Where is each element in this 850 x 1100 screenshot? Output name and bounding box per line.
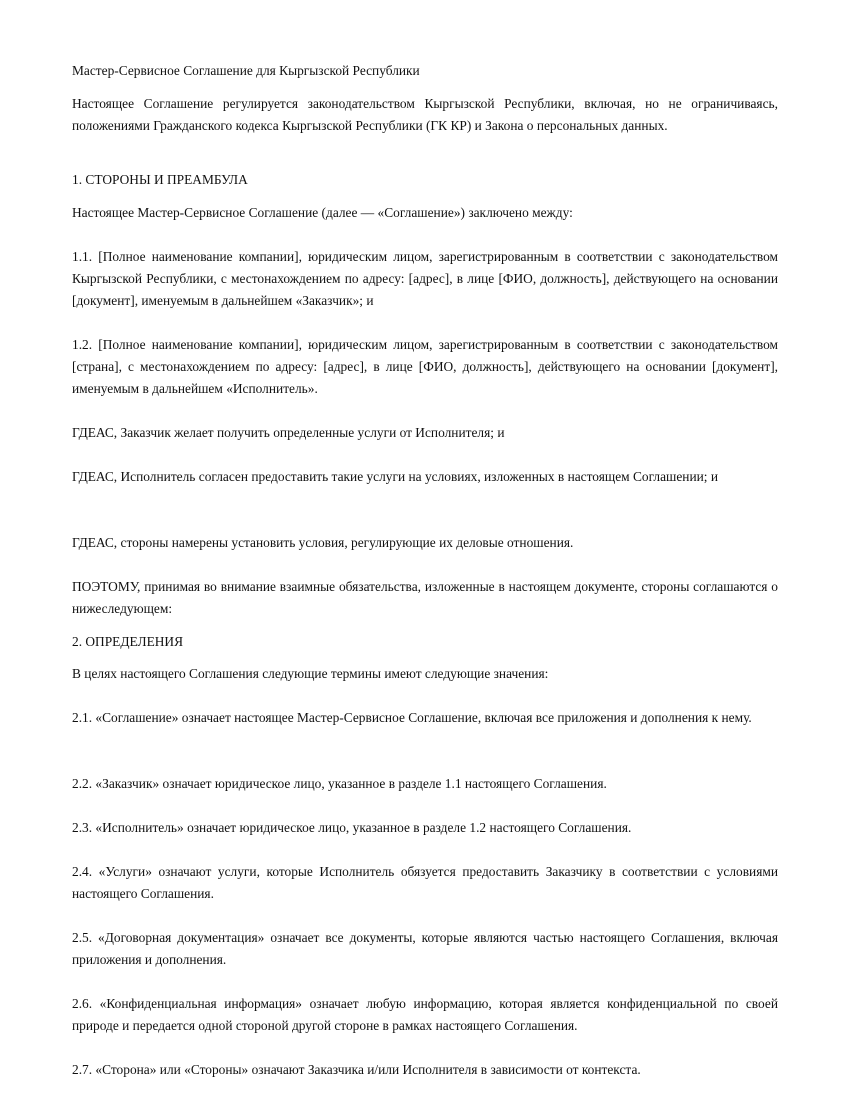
therefore-paragraph: ПОЭТОМУ, принимая во внимание взаимные обязательства, изложенные в настоящем документе, стороны соглашаются о нижеследующем: <box>72 579 778 616</box>
definition-2-1: 2.1. «Соглашение» означает настоящее Мастер-Сервисное Соглашение, включая все приложения и дополнения к нему. <box>72 710 752 725</box>
definition-2-4: 2.4. «Услуги» означают услуги, которые Исполнитель обязуется предоставить Заказчику в соответствии с условиями настоящего Соглашения. <box>72 864 778 901</box>
document-title: Мастер-Сервисное Соглашение для Кыргызской Республики <box>72 63 420 78</box>
clause-1-1: 1.1. [Полное наименование компании], юридическим лицом, зарегистрированным в соответствии с законодательством Кыргызской Республики, с местонахождением по адресу: [адрес], в лице [ФИО, должность], действующего на основании [документ], именуемым в дальнейшем «Заказчик»; и <box>72 249 778 308</box>
whereas-2: ГДЕАС, Исполнитель согласен предоставить такие услуги на условиях, изложенных в настоящем Соглашении; и <box>72 469 719 484</box>
whereas-1: ГДЕАС, Заказчик желает получить определенные услуги от Исполнителя; и <box>72 425 505 440</box>
intro-paragraph: Настоящее Соглашение регулируется законодательством Кыргызской Республики, включая, но не ограничиваясь, положениями Гражданского кодекса Кыргызской Республики (ГК КР) и Закона о персональных данных. <box>72 96 778 133</box>
clause-1-2: 1.2. [Полное наименование компании], юридическим лицом, зарегистрированным в соответствии с законодательством [страна], с местонахождением по адресу: [адрес], в лице [ФИО, должность], действующего на основании [документ], именуемым в дальнейшем «Исполнитель». <box>72 337 778 396</box>
definition-2-2: 2.2. «Заказчик» означает юридическое лицо, указанное в разделе 1.1 настоящего Соглашения. <box>72 776 607 791</box>
definition-2-5: 2.5. «Договорная документация» означает все документы, которые являются частью настоящего Соглашения, включая приложения и дополнения. <box>72 930 778 967</box>
document-page <box>72 0 778 1100</box>
whereas-3: ГДЕАС, стороны намерены установить условия, регулирующие их деловые отношения. <box>72 535 574 550</box>
section-2-lead: В целях настоящего Соглашения следующие термины имеют следующие значения: <box>72 666 549 681</box>
definition-2-3: 2.3. «Исполнитель» означает юридическое лицо, указанное в разделе 1.2 настоящего Соглашения. <box>72 820 632 835</box>
section-1-lead: Настоящее Мастер-Сервисное Соглашение (далее — «Соглашение») заключено между: <box>72 205 573 220</box>
section-2-heading: 2. ОПРЕДЕЛЕНИЯ <box>72 634 184 649</box>
section-1-heading: 1. СТОРОНЫ И ПРЕАМБУЛА <box>72 172 248 187</box>
definition-2-7: 2.7. «Сторона» или «Стороны» означают Заказчика и/или Исполнителя в зависимости от контекста. <box>72 1062 641 1077</box>
definition-2-6: 2.6. «Конфиденциальная информация» означает любую информацию, которая является конфиденциальной по своей природе и передается одной стороной другой стороне в рамках настоящего Соглашения. <box>72 996 778 1033</box>
